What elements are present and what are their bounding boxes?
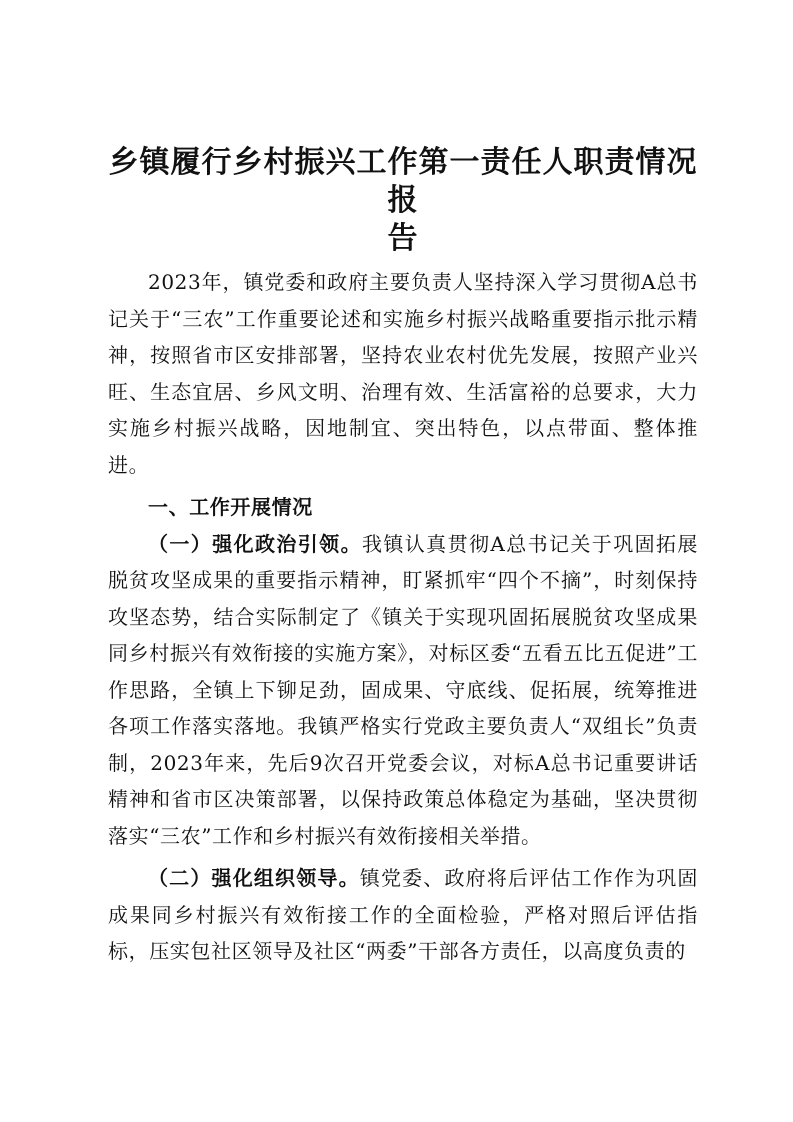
title-line-1: 乡镇履行乡村振兴工作第一责任人职责情况报 <box>108 145 698 218</box>
section-heading-1: 一、工作开展情况 <box>148 495 313 519</box>
item-2-lead: （二）强化组织领导。 <box>148 866 360 890</box>
item-2-body: 镇党委、政府将后评估工作作为巩固成果同乡村振兴有效衔接工作的全面检验，严格对照后评估指标，压实包社区领导及社区“两委”干部各方责任，以高度负责的 <box>108 866 698 963</box>
item-2-paragraph <box>108 860 698 970</box>
intro-paragraph: 2023年，镇党委和政府主要负责人坚持深入学习贯彻A总书记关于“三农”工作重要论述和实施乡村振兴战略重要指示批示精神，按照省市区安排部署，坚持农业农村优先发展，按照产业兴旺、生态宜居、乡风文明、治理有效、生活富裕的总要求，大力实施乡村振兴战略，因地制宜、突出特色，以点带面、整体推进。 <box>108 270 698 477</box>
document-title <box>108 144 698 258</box>
item-1-paragraph <box>108 526 698 855</box>
document-page <box>108 144 698 970</box>
title-line-2: 告 <box>387 221 419 256</box>
item-1-lead: （一）强化政治引领。 <box>148 531 362 556</box>
item-1-body: 我镇认真贯彻A总书记关于巩固拓展脱贫攻坚成果的重要指示精神，盯紧抓牢“四个不摘”，时刻保持攻坚态势，结合实际制定了《镇关于实现巩固拓展脱贫攻坚成果同乡村振兴有效衔接的实施方案》，对标区委“五看五比五促进”工作思路，全镇上下铆足劲，固成果、守底线、促拓展，统筹推进各项工作落实落地。我镇严格实行党政主要负责人“双组长”负责制，2023年来，先后9次召开党委会议，对标A总书记重要讲话精神和省市区决策部署，以保持政策总体稳定为基础，坚决贯彻落实“三农”工作和乡村振兴有效衔接相关举措。 <box>108 531 698 848</box>
